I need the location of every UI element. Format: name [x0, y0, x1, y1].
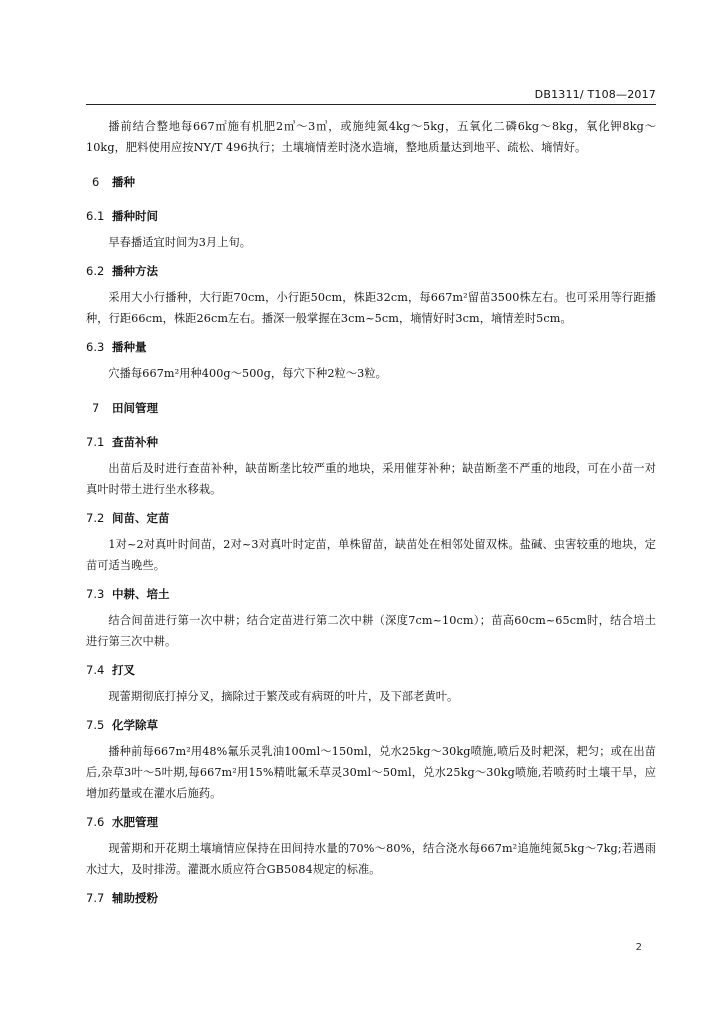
- section-paragraph-6-2: 采用大小行播种，大行距70cm，小行距50cm，株距32cm，每667m²留苗3500株左右。也可采用等行距播种，行距66cm，株距26cm左右。播深一般掌握在3cm~5cm，墒情好时3cm，墒情差时5cm。: [86, 291, 656, 325]
- section-title: 水肥管理: [112, 815, 158, 829]
- sections-container: [86, 172, 656, 908]
- section-heading-7-5: [86, 715, 656, 735]
- section-heading-6: [86, 172, 656, 192]
- section-title: 化学除草: [112, 718, 158, 732]
- section-heading-7-4: [86, 660, 656, 680]
- section-heading-7-2: [86, 508, 656, 528]
- section-title: 查苗补种: [112, 435, 158, 449]
- section-heading-6-1: [86, 206, 656, 226]
- intro-paragraph: 播前结合整地每667㎡施有机肥2㎥～3㎥，或施纯氮4kg～5kg，五氧化二磷6kg～8kg，氧化钾8kg～10kg，肥料使用应按NY/T 496执行；土壤墒情差时浇水造墒，整地质量达到地平、疏松、墒情好。: [86, 120, 656, 154]
- section-paragraph-6-3: 穴播每667m²用种400g～500g，每穴下种2粒～3粒。: [108, 367, 387, 380]
- section-title: 辅助授粉: [112, 891, 158, 905]
- section-title: 播种时间: [112, 209, 158, 223]
- section-number: 6.2: [86, 264, 105, 278]
- section-number: 6: [92, 175, 100, 189]
- document-body: [86, 116, 656, 914]
- section-title: 田间管理: [112, 401, 158, 415]
- section-title: 播种方法: [112, 264, 158, 278]
- section-number: 7.5: [86, 718, 105, 732]
- section-number: 7.6: [86, 815, 105, 829]
- section-number: 7: [92, 401, 100, 415]
- section-heading-7-3: [86, 584, 656, 604]
- section-number: 6.1: [86, 209, 105, 223]
- section-title: 播种: [112, 175, 135, 189]
- section-heading-7: [86, 398, 656, 418]
- section-paragraph-7-5: 播种前每667m²用48%氟乐灵乳油100ml～150ml，兑水25kg～30kg喷施,喷后及时耙深，耙匀；或在出苗后,杂草3叶～5叶期,每667m²用15%精吡氟禾草灵30ml～50ml，兑水25kg～30kg喷施,若喷药时土壤干旱，应增加药量或在灌水后施药。: [86, 745, 656, 800]
- section-number: 7.1: [86, 435, 105, 449]
- header-rule: [86, 104, 656, 105]
- section-paragraph-7-3: 结合间苗进行第一次中耕；结合定苗进行第二次中耕（深度7cm~10cm）；苗高60cm~65cm时，结合培土进行第三次中耕。: [86, 614, 656, 648]
- section-heading-6-2: [86, 261, 656, 281]
- section-number: 7.2: [86, 511, 105, 525]
- section-title: 间苗、定苗: [112, 511, 170, 525]
- section-paragraph-7-1: 出苗后及时进行查苗补种，缺苗断垄比较严重的地块，采用催芽补种；缺苗断垄不严重的地段，可在小苗一对真叶时带土进行坐水移栽。: [86, 462, 656, 496]
- section-heading-7-1: [86, 432, 656, 452]
- section-paragraph-6-1: 早春播适宜时间为3月上旬。: [108, 236, 252, 249]
- section-title: 中耕、培土: [112, 587, 170, 601]
- section-number: 7.7: [86, 891, 105, 905]
- standard-code: DB1311/ T108—2017: [534, 88, 656, 101]
- section-title: 打叉: [112, 663, 135, 677]
- section-heading-6-3: [86, 337, 656, 357]
- section-heading-7-6: [86, 812, 656, 832]
- section-number: 7.3: [86, 587, 105, 601]
- section-number: 6.3: [86, 340, 105, 354]
- section-title: 播种量: [112, 340, 147, 354]
- page-number: 2: [635, 942, 642, 953]
- section-number: 7.4: [86, 663, 105, 677]
- section-paragraph-7-6: 现蕾期和开花期土壤墒情应保持在田间持水量的70%～80%，结合浇水每667m²追施纯氮5kg～7kg;若遇雨水过大，及时排涝。灌溉水质应符合GB5084规定的标准。: [86, 842, 656, 876]
- section-paragraph-7-2: 1对~2对真叶时间苗，2对~3对真叶时定苗，单株留苗，缺苗处在相邻处留双株。盐碱、虫害较重的地块，定苗可适当晚些。: [86, 538, 656, 572]
- section-paragraph-7-4: 现蕾期彻底打掉分叉，摘除过于繁茂或有病斑的叶片，及下部老黄叶。: [108, 690, 459, 703]
- section-heading-7-7: [86, 888, 656, 908]
